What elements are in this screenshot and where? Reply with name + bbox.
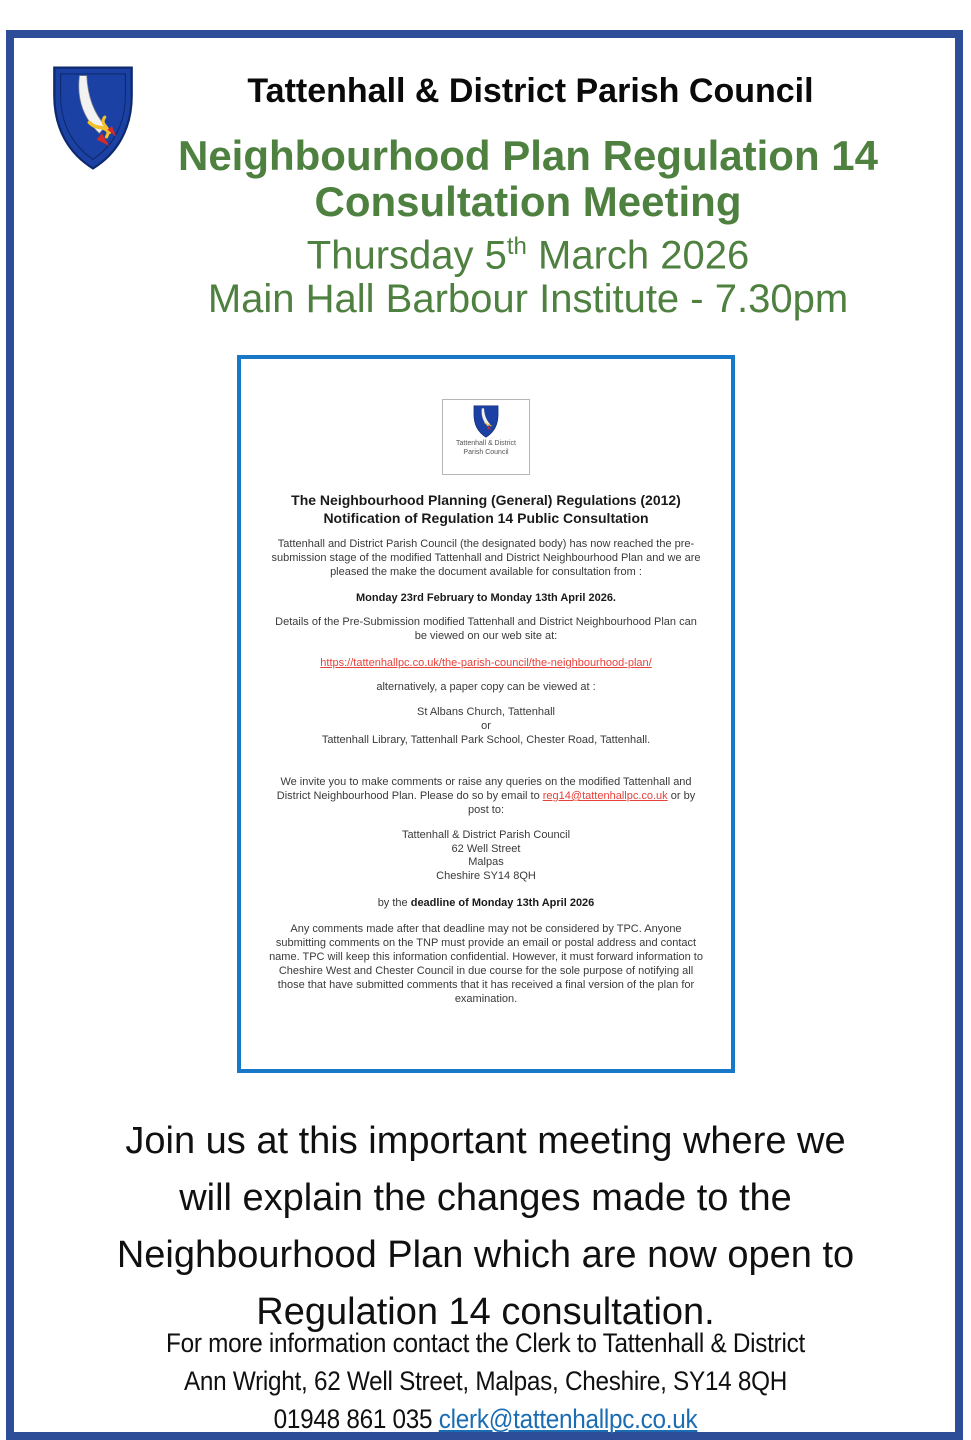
letter-final-paragraph: Any comments made after that deadline may not be considered by TPC. Anyone submitting comments on the TNP must provide an email or postal address and contact name. TPC will keep this information confidential. However, it must forward information to Cheshire West and Chester Council in due course for the sole purpose of notifying all those that have submitted comments that it has received a final version of the plan for examination. [269,923,703,1005]
clerk-email-link[interactable]: clerk@tattenhallpc.co.uk [438,1404,698,1434]
location-separator-or: or [481,720,491,732]
join-line-4: Regulation 14 consultation. [256,1291,715,1333]
neighbourhood-plan-link[interactable]: https://tattenhallpc.co.uk/the-parish-council/the-neighbourhood-plan/ [320,657,652,669]
join-line-2: will explain the changes made to the [179,1177,792,1219]
postal-address-block [241,829,731,883]
deadline-date: deadline of Monday 13th April 2026 [410,897,595,909]
contact-info-block [49,1324,923,1438]
event-heading-line2: Consultation Meeting [314,178,742,225]
letter-shield-icon [472,404,500,439]
event-heading-block [110,133,946,321]
join-line-3: Neighbourhood Plan which are now open to [116,1234,855,1276]
letter-heading [241,491,731,527]
viewing-location-2: Tattenhall Library, Tattenhall Park School, Chester Road, Tattenhall. [321,734,651,746]
paper-copy-text: alternatively, a paper copy can be viewed at : [376,681,596,693]
letter-logo-caption-line1: Tattenhall & District [456,440,516,447]
contact-line-3 [49,1400,923,1438]
contact-phone: 01948 861 035 [273,1404,439,1434]
join-line-1: Join us at this important meeting where we [125,1120,846,1162]
consultation-notice-letter [237,355,735,1073]
letter-heading-line2: Notification of Regulation 14 Public Consultation [323,510,649,526]
page-title: Tattenhall & District Parish Council [247,72,814,110]
contact-line-1: For more information contact the Clerk to Tattenhall & District [166,1328,805,1358]
address-line-4: Cheshire SY14 8QH [436,869,536,882]
comments-invite-paragraph: We invite you to make comments or raise any queries on the modified Tattenhall and District Neighbourhood Plan. Please do so by email to reg14@tattenhallpc.co.uk or by post to: [276,776,696,816]
letter-logo [442,399,530,475]
event-heading-line1: Neighbourhood Plan Regulation 14 [177,132,878,179]
letter-heading-line1: The Neighbourhood Planning (General) Regulations (2012) [291,492,681,508]
event-date: Thursday 5th March 2026 [306,233,750,278]
address-line-2: 62 Well Street [451,842,521,855]
date-ordinal-superscript: th [506,233,527,260]
consultation-date-range: Monday 23rd February to Monday 13th April 2026. [356,592,616,604]
letter-logo-caption-line2: Parish Council [463,449,509,456]
address-line-1: Tattenhall & District Parish Council [401,829,571,841]
reg14-email-link[interactable]: reg14@tattenhallpc.co.uk [542,790,668,802]
contact-line-2: Ann Wright, 62 Well Street, Malpas, Cheshire, SY14 8QH [183,1366,788,1396]
address-line-3: Malpas [468,856,504,868]
deadline-line: by the deadline of Monday 13th April 2026 [377,897,595,909]
join-us-message [60,1113,911,1341]
event-venue: Main Hall Barbour Institute - 7.30pm [207,277,849,322]
letter-intro-paragraph: Tattenhall and District Parish Council (the designated body) has now reached the pre-submission stage of the modified Tattenhall and District Neighbourhood Plan and we are pleased the make the document available for consultation from : [271,538,701,578]
website-link-line [241,656,731,670]
letter-details-paragraph: Details of the Pre-Submission modified Tattenhall and District Neighbourhood Plan can be viewed on our web site at: [275,616,697,642]
viewing-location-1: St Albans Church, Tattenhall [417,706,555,718]
